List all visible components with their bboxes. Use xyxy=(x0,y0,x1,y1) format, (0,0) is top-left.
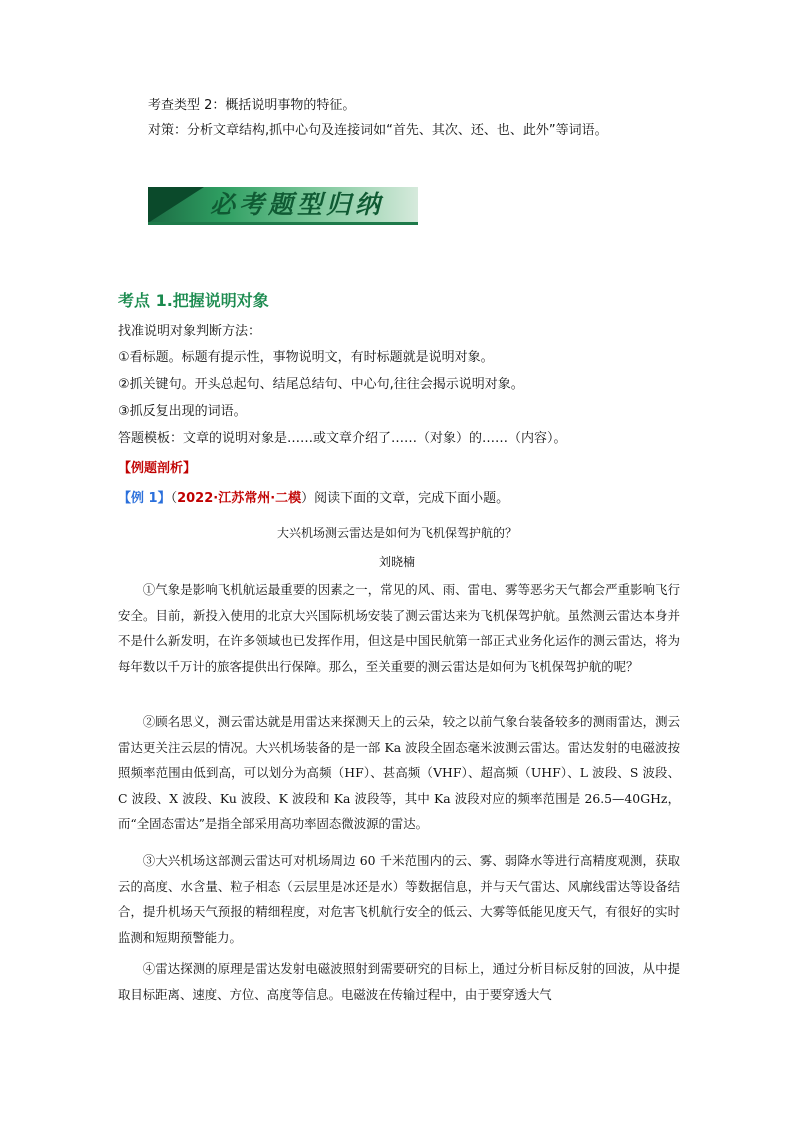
method-title: 找准说明对象判断方法： xyxy=(118,324,262,339)
paren-open: （ xyxy=(170,491,178,506)
banner-underline xyxy=(148,222,418,225)
banner-wedge xyxy=(148,187,204,223)
example-instruction: 阅读下面的文章，完成下面小题。 xyxy=(314,491,510,506)
article-paragraph: ②顾名思义，测云雷达就是用雷达来探测天上的云朵，较之以前气象台装备较多的测雨雷达，测云雷达更关注云层的情况。大兴机场装备的是一部 Ka 波段全固态毫米波测云雷达。雷达发射的电磁波按照频率范围由低到高，可以划分为高频（HF）、甚高频（VHF）、超高频（UHF）、L 波段、S 波段、C 波段、X 波段、Ku 波段、K 波段和 Ka 波段等，其中 Ka 波段对应的频率范围是 26.5—40GHz，而“全固态雷达”是指全部采用高功率固态微波源的雷达。 xyxy=(118,714,680,832)
strategy-line: 对策：分析文章结构,抓中心句及连接词如“首先、其次、还、也、此外”等词语。 xyxy=(148,123,608,138)
question-type-2: 考查类型 2：概括说明事物的特征。 xyxy=(148,98,356,113)
method-item: ③抓反复出现的词语。 xyxy=(118,404,247,419)
method-item: ①看标题。标题有提示性，事物说明文，有时标题就是说明对象。 xyxy=(118,350,494,365)
example-source: 2022·江苏常州·二模 xyxy=(177,491,302,506)
article-author: 刘晓楠 xyxy=(378,555,415,569)
example-analysis-tag: 【例题剖析】 xyxy=(118,461,197,476)
example-label: 【例 1】 xyxy=(118,491,171,506)
example-header xyxy=(118,489,509,509)
banner-title: 必考题型归纳 xyxy=(210,190,385,219)
article-paragraph: ①气象是影响飞机航运最重要的因素之一，常见的风、雨、雷电、雾等恶劣天气都会严重影响飞行安全。目前，新投入使用的北京大兴国际机场安装了测云雷达来为飞机保驾护航。虽然测云雷达本身并不是什么新发明，在许多领域也已发挥作用，但这是中国民航第一部正式业务化运作的测云雷达，将为每年数以千万计的旅客提供出行保障。那么，至关重要的测云雷达是如何为飞机保驾护航的呢？ xyxy=(118,582,680,674)
paren-close: ） xyxy=(301,491,315,506)
article-title: 大兴机场测云雷达是如何为飞机保驾护航的？ xyxy=(276,526,517,540)
section-heading: 考点 1.把握说明对象 xyxy=(118,291,269,310)
article-paragraph: ③大兴机场这部测云雷达可对机场周边 60 千米范围内的云、雾、弱降水等进行高精度观测，获取云的高度、水含量、粒子相态（云层里是冰还是水）等数据信息，并与天气雷达、风廓线雷达等设备结合，提升机场天气预报的精细程度，对危害飞机航行安全的低云、大雾等低能见度天气，有很好的实时监测和短期预警能力。 xyxy=(118,853,680,945)
answer-template: 答题模板：文章的说明对象是……或文章介绍了……（对象）的……（内容）。 xyxy=(118,431,567,446)
section-banner xyxy=(148,187,418,223)
article-paragraph: ④雷达探测的原理是雷达发射电磁波照射到需要研究的目标上，通过分析目标反射的回波，从中提取目标距离、速度、方位、高度等信息。电磁波在传输过程中，由于要穿透大气 xyxy=(118,961,680,1002)
method-item: ②抓关键句。开头总起句、结尾总结句、中心句,往往会揭示说明对象。 xyxy=(118,377,524,392)
